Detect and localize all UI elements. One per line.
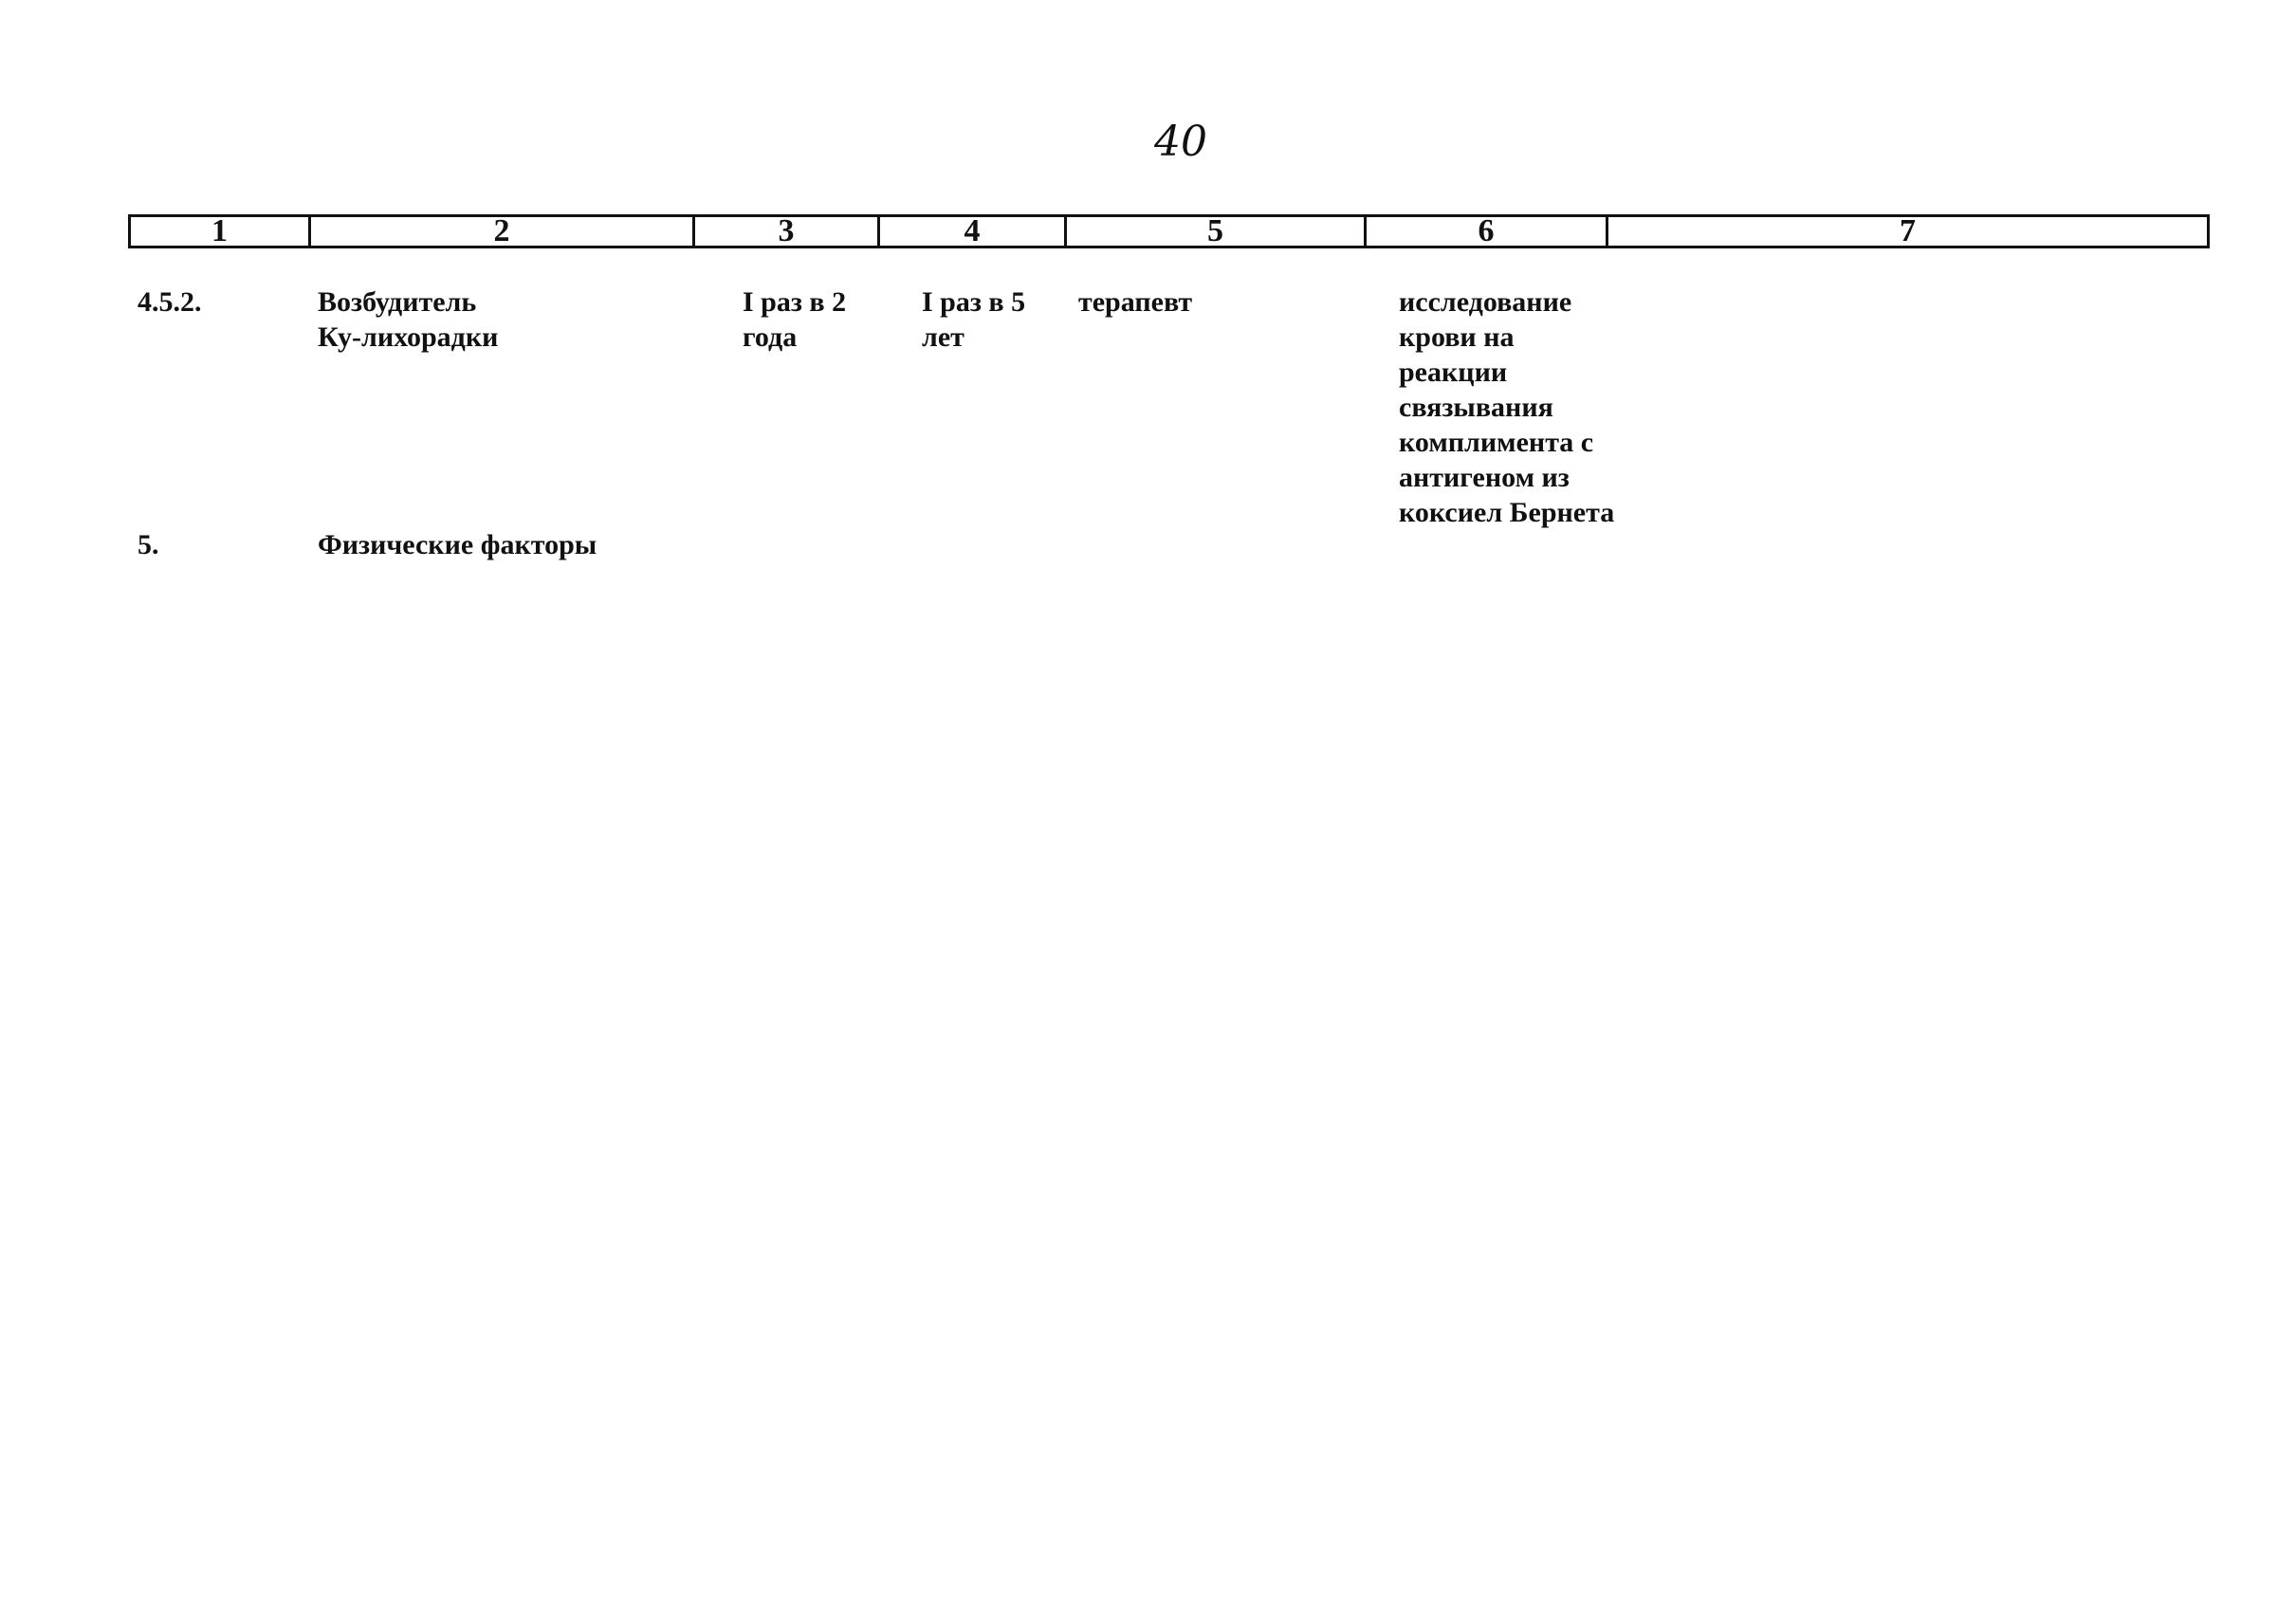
column-header-7: 7 (1900, 213, 1916, 248)
column-header-5: 5 (1067, 217, 1367, 246)
table-header-row (128, 214, 2210, 248)
laboratory-research-line: коксиел Бернета (1399, 497, 1615, 528)
column-header-4: 4 (880, 217, 1067, 246)
column-header-3: 3 (695, 217, 880, 246)
examination-frequency-secondary (922, 284, 1025, 355)
column-header-2: 2 (311, 217, 695, 246)
laboratory-research-line: реакции (1399, 357, 1508, 388)
factor-name: Физические факторы (318, 529, 597, 560)
doctor-specialty: терапевт (1078, 286, 1193, 318)
laboratory-research-line: антигеном из (1399, 462, 1570, 493)
page-number: 40 (1154, 118, 1207, 166)
laboratory-research-line: исследование (1399, 286, 1572, 318)
laboratory-research-line: связывания (1399, 392, 1553, 423)
factor-name (318, 284, 498, 355)
factor-name-line: Возбудитель (318, 286, 477, 318)
factor-name-line: Ку-лихорадки (318, 321, 499, 353)
examination-frequency-line: I раз в 2 (743, 286, 847, 318)
laboratory-research (1399, 284, 1614, 530)
laboratory-research-line: комплимента с (1399, 427, 1594, 458)
examination-frequency (743, 284, 846, 355)
examination-frequency-line: лет (922, 321, 964, 353)
column-header-1: 1 (131, 217, 311, 246)
row-number: 4.5.2. (138, 286, 202, 318)
examination-frequency-line: года (743, 321, 798, 353)
laboratory-research-line: крови на (1399, 321, 1515, 353)
row-number: 5. (138, 529, 159, 560)
examination-frequency-line: I раз в 5 (922, 286, 1026, 318)
column-header-6: 6 (1367, 217, 1608, 246)
